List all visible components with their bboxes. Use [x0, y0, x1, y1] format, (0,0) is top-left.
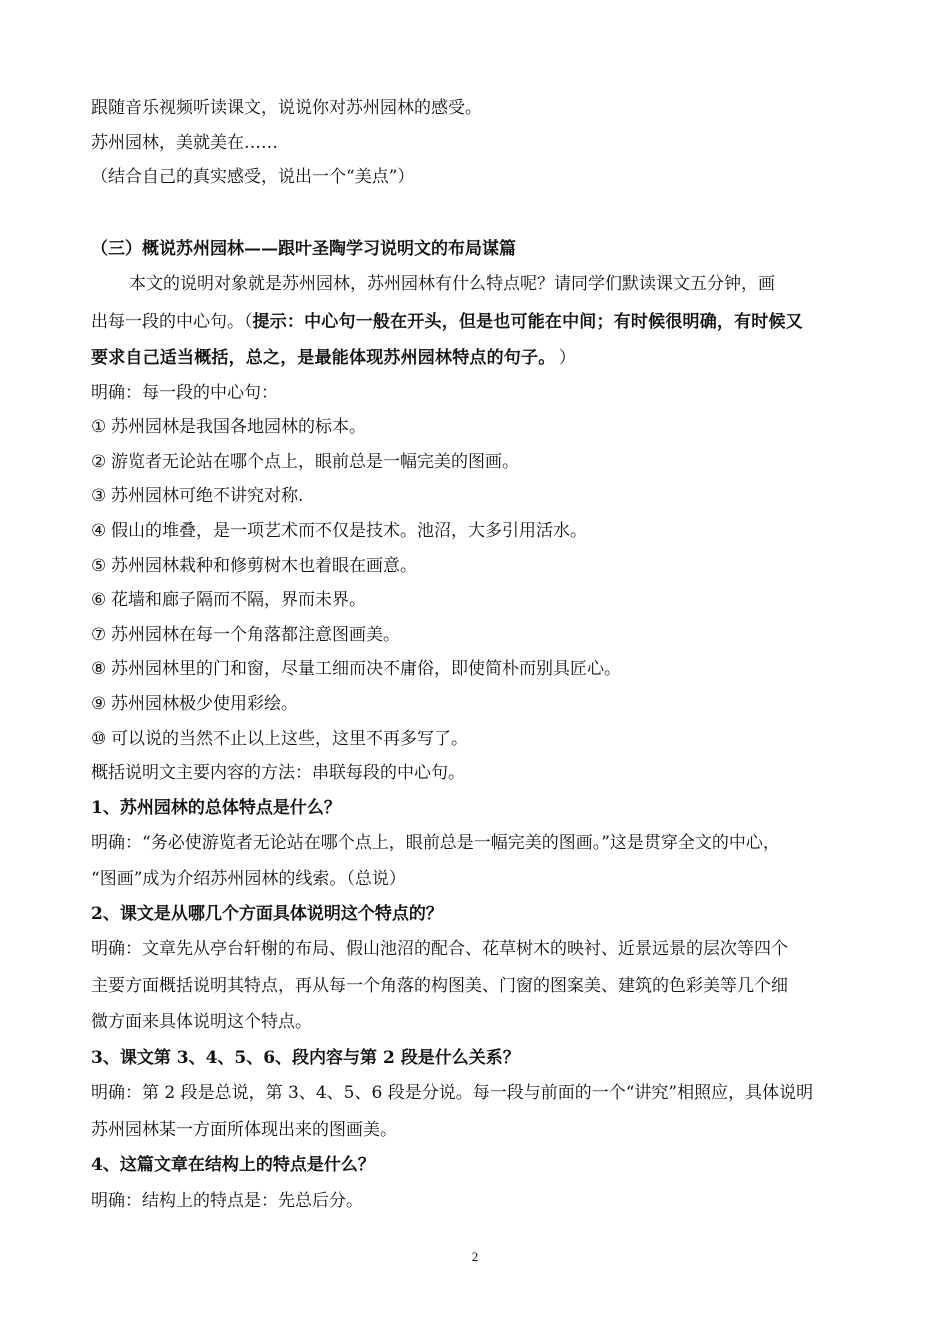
paragraph-line-3-end: ）	[558, 348, 576, 368]
list-item: ⑩ 可以说的当然不止以上这些，这里不再多写了。	[91, 729, 468, 749]
question-2: 2、课文是从哪几个方面具体说明这个特点的？	[91, 904, 443, 924]
answer-4-line-1: 明确：结构上的特点是：先总后分。	[91, 1191, 363, 1211]
paragraph-line-2-start: 出每一段的中心句。（	[91, 312, 253, 332]
list-item: ③ 苏州园林可绝不讲究对称.	[91, 486, 304, 506]
list-item: ⑥ 花墙和廊子隔而不隔，界而未界。	[91, 590, 366, 610]
answer-1-line-1: 明确：“务必使游览者无论站在哪个点上，眼前总是一幅完美的图画。”这是贯穿全文的中心，	[91, 833, 780, 853]
answer-1-line-2: “图画”成为介绍苏州园林的线索。（总说）	[91, 869, 406, 889]
answer-3-line-1: 明确：第 2 段是总说，第 3、4、5、6 段是分说。每一段与前面的一个“讲究”相照应，具体说明	[91, 1083, 814, 1103]
paragraph-line-1: 本文的说明对象就是苏州园林，苏州园林有什么特点呢？请同学们默读课文五分钟，画	[129, 274, 775, 294]
answer-2-line-2: 主要方面概括说明其特点，再从每一个角落的构图美、门窗的图案美、建筑的色彩美等几个细	[91, 976, 788, 996]
answer-3-line-2: 苏州园林某一方面所体现出来的图画美。	[91, 1120, 397, 1140]
answer-2-line-1: 明确：文章先从亭台轩榭的布局、假山池沼的配合、花草树木的映衬、近景远景的层次等四个	[91, 939, 788, 959]
list-item: ⑤ 苏州园林栽种和修剪树木也着眼在画意。	[91, 556, 417, 576]
tip-text-2: 要求自己适当概括，总之，是最能体现苏州园林特点的句子。	[91, 348, 547, 368]
list-item: ⑦ 苏州园林在每一个角落都注意图画美。	[91, 625, 400, 645]
paragraph-line-3	[91, 346, 576, 370]
section-heading: （三）概说苏州园林——跟叶圣陶学习说明文的布局谋篇	[91, 239, 516, 259]
intro-line-1: 跟随音乐视频听读课文，说说你对苏州园林的感受。	[91, 98, 482, 118]
question-1: 1、苏州园林的总体特点是什么？	[91, 798, 341, 818]
list-item: ④ 假山的堆叠，是一项艺术而不仅是技术。池沼，大多引用活水。	[91, 521, 587, 541]
question-4: 4、这篇文章在结构上的特点是什么？	[91, 1155, 375, 1175]
tip-text-1: 提示：中心句一般在开头，但是也可能在中间；有时候很明确，有时候又	[252, 312, 803, 332]
paragraph-line-2	[91, 310, 803, 334]
intro-line-2: 苏州园林，美就美在……	[91, 133, 278, 153]
method-text: 概括说明文主要内容的方法：串联每段的中心句。	[91, 763, 465, 783]
question-3: 3、课文第 3、4、5、6、段内容与第 2 段是什么关系？	[91, 1048, 520, 1068]
page-number: 2	[471, 1249, 479, 1264]
list-item: ① 苏州园林是我国各地园林的标本。	[91, 417, 366, 437]
answer-2-line-3: 微方面来具体说明这个特点。	[91, 1012, 312, 1032]
answer-label: 明确：每一段的中心句：	[91, 383, 278, 403]
list-item: ⑨ 苏州园林极少使用彩绘。	[91, 694, 298, 714]
intro-line-3: （结合自己的真实感受，说出一个“美点”）	[91, 167, 415, 187]
list-item: ② 游览者无论站在哪个点上，眼前总是一幅完美的图画。	[91, 452, 519, 472]
list-item: ⑧ 苏州园林里的门和窗，尽量工细而决不庸俗，即使简朴而别具匠心。	[91, 659, 621, 679]
